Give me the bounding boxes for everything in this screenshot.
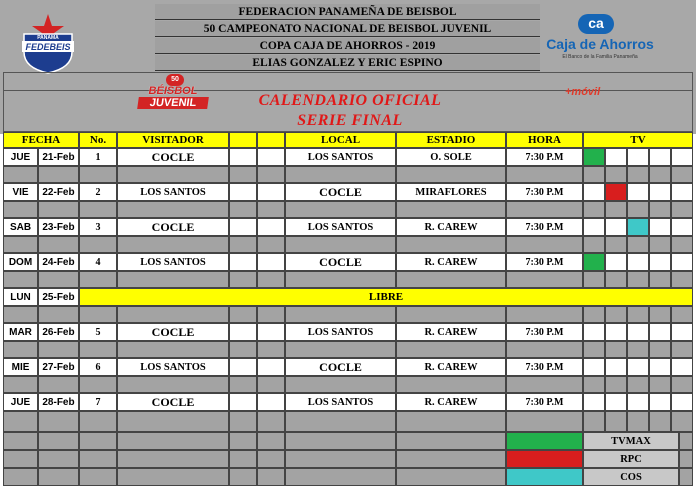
spacer-cell: [38, 411, 79, 432]
game-local: COCLE: [285, 253, 396, 271]
game-local: COCLE: [285, 358, 396, 376]
spacer-cell: [605, 271, 627, 288]
spacer-cell: [627, 411, 649, 432]
tv-cell: [583, 358, 605, 376]
blank-cell: [257, 393, 285, 411]
spacer-cell: [649, 236, 671, 253]
tv-channel-marker: [583, 148, 605, 166]
spacer-cell: [627, 376, 649, 393]
blank-cell: [229, 148, 257, 166]
spacer-cell: [627, 201, 649, 218]
spacer-cell: [257, 341, 285, 358]
legend-spacer-cell: [38, 432, 79, 450]
blank-cell: [257, 218, 285, 236]
legend-spacer-cell: [117, 468, 229, 486]
game-number: 3: [79, 218, 117, 236]
legend-color-swatch: [506, 450, 583, 468]
spacer-cell: [506, 201, 583, 218]
spacer-cell: [583, 306, 605, 323]
spacer-cell: [285, 271, 396, 288]
spacer-cell: [627, 236, 649, 253]
spacer-cell: [583, 201, 605, 218]
spacer-cell: [671, 236, 693, 253]
spacer-cell: [117, 306, 229, 323]
spacer-cell: [38, 341, 79, 358]
game-day: JUE: [3, 148, 38, 166]
spacer-cell: [649, 166, 671, 183]
blank-cell: [257, 358, 285, 376]
game-number: 1: [79, 148, 117, 166]
spacer-cell: [583, 376, 605, 393]
legend-spacer-cell: [79, 432, 117, 450]
legend-spacer-cell: [229, 450, 257, 468]
legend-spacer-cell: [229, 468, 257, 486]
spacer-cell: [605, 411, 627, 432]
spacer-cell: [38, 306, 79, 323]
spacer-cell: [117, 236, 229, 253]
tv-cell: [649, 393, 671, 411]
spacer-cell: [257, 271, 285, 288]
spacer-cell: [671, 341, 693, 358]
spacer-cell: [649, 341, 671, 358]
game-date: 25-Feb: [38, 288, 79, 306]
spacer-cell: [396, 376, 506, 393]
legend-spacer-cell: [285, 450, 396, 468]
legend-spacer-cell: [679, 468, 693, 486]
spacer-cell: [583, 271, 605, 288]
tv-cell: [671, 358, 693, 376]
spacer-cell: [229, 166, 257, 183]
spacer-cell: [3, 411, 38, 432]
blank-cell: [229, 183, 257, 201]
spacer-cell: [396, 306, 506, 323]
game-time: 7:30 P.M: [506, 323, 583, 341]
legend-spacer-cell: [79, 468, 117, 486]
blank-cell: [257, 148, 285, 166]
legend-spacer-cell: [229, 432, 257, 450]
tv-cell: [627, 183, 649, 201]
spacer-cell: [583, 236, 605, 253]
tv-cell: [605, 218, 627, 236]
game-stadium: O. SOLE: [396, 148, 506, 166]
game-number: 5: [79, 323, 117, 341]
legend-label: COS: [583, 468, 679, 486]
spacer-cell: [285, 236, 396, 253]
tv-cell: [605, 358, 627, 376]
game-day: MIE: [3, 358, 38, 376]
calendar-title: CALENDARIO OFICIAL: [258, 92, 442, 109]
legend-spacer-cell: [117, 450, 229, 468]
spacer-cell: [605, 306, 627, 323]
spacer-cell: [257, 411, 285, 432]
legend-spacer-cell: [79, 450, 117, 468]
spacer-cell: [38, 271, 79, 288]
spacer-cell: [671, 306, 693, 323]
blank-cell: [229, 323, 257, 341]
spacer-cell: [117, 341, 229, 358]
game-day: MAR: [3, 323, 38, 341]
spacer-cell: [3, 341, 38, 358]
spacer-cell: [671, 166, 693, 183]
spacer-cell: [229, 271, 257, 288]
blank-cell: [257, 323, 285, 341]
spacer-cell: [79, 411, 117, 432]
legend-spacer-cell: [257, 450, 285, 468]
spacer-cell: [506, 341, 583, 358]
spacer-cell: [605, 376, 627, 393]
spacer-cell: [257, 306, 285, 323]
game-stadium: R. CAREW: [396, 218, 506, 236]
game-day: LUN: [3, 288, 38, 306]
game-local: COCLE: [285, 183, 396, 201]
beisbol-juvenil-logo: [138, 72, 208, 118]
game-local: LOS SANTOS: [285, 148, 396, 166]
spacer-cell: [229, 306, 257, 323]
juvenil-logo-badge: 50: [166, 74, 184, 86]
game-time: 7:30 P.M: [506, 218, 583, 236]
game-number: 6: [79, 358, 117, 376]
legend-spacer-cell: [396, 432, 506, 450]
legend-spacer-cell: [679, 432, 693, 450]
game-time: 7:30 P.M: [506, 183, 583, 201]
spacer-cell: [79, 166, 117, 183]
legend-spacer-cell: [3, 468, 38, 486]
sponsor-tagline: El Banco de la Familia Panameña: [562, 54, 638, 60]
game-date: 22-Feb: [38, 183, 79, 201]
legend-label: RPC: [583, 450, 679, 468]
spacer-cell: [506, 271, 583, 288]
spacer-cell: [3, 376, 38, 393]
game-visitor: COCLE: [117, 323, 229, 341]
spacer-cell: [38, 236, 79, 253]
fedebeis-logo: [18, 12, 78, 74]
spacer-cell: [671, 201, 693, 218]
sponsor-logo: [530, 14, 670, 66]
schedule-table: [3, 132, 693, 432]
legend-spacer-cell: [257, 468, 285, 486]
spacer-cell: [229, 236, 257, 253]
game-stadium: R. CAREW: [396, 393, 506, 411]
rest-day-banner: LIBRE: [79, 288, 693, 306]
legend-spacer-cell: [38, 450, 79, 468]
spacer-cell: [605, 166, 627, 183]
game-date: 27-Feb: [38, 358, 79, 376]
spacer-cell: [285, 376, 396, 393]
col-header-no: No.: [79, 132, 117, 148]
spacer-cell: [627, 166, 649, 183]
spacer-cell: [583, 341, 605, 358]
tv-cell: [627, 358, 649, 376]
tv-cell: [649, 253, 671, 271]
col-header-local: LOCAL: [285, 132, 396, 148]
spacer-cell: [627, 306, 649, 323]
game-time: 7:30 P.M: [506, 148, 583, 166]
spacer-cell: [38, 376, 79, 393]
blank-cell: [229, 393, 257, 411]
legend-spacer-cell: [257, 432, 285, 450]
spacer-cell: [506, 411, 583, 432]
blank-cell: [229, 358, 257, 376]
tv-cell: [671, 393, 693, 411]
spacer-cell: [79, 271, 117, 288]
tv-cell: [627, 393, 649, 411]
legend-spacer-cell: [679, 450, 693, 468]
game-visitor: COCLE: [117, 148, 229, 166]
juvenil-logo-bottom: JUVENIL: [137, 97, 209, 109]
game-visitor: COCLE: [117, 393, 229, 411]
spacer-cell: [506, 236, 583, 253]
spacer-cell: [79, 306, 117, 323]
tv-channel-marker: [627, 218, 649, 236]
tv-cell: [671, 218, 693, 236]
spacer-cell: [117, 201, 229, 218]
header-line-2: 50 CAMPEONATO NACIONAL DE BEISBOL JUVENIL: [155, 21, 540, 37]
tv-cell: [671, 148, 693, 166]
col-header-estadio: ESTADIO: [396, 132, 506, 148]
game-day: JUE: [3, 393, 38, 411]
spacer-cell: [649, 271, 671, 288]
col-header-hora: HORA: [506, 132, 583, 148]
tv-cell: [583, 218, 605, 236]
spacer-cell: [396, 411, 506, 432]
blank-cell: [257, 253, 285, 271]
tv-cell: [649, 148, 671, 166]
tv-cell: [649, 218, 671, 236]
tv-cell: [583, 183, 605, 201]
game-time: 7:30 P.M: [506, 253, 583, 271]
spacer-cell: [396, 201, 506, 218]
spacer-cell: [649, 306, 671, 323]
spacer-cell: [605, 341, 627, 358]
juvenil-logo-top: BÉISBOL: [148, 85, 198, 97]
spacer-cell: [229, 201, 257, 218]
spacer-cell: [3, 236, 38, 253]
spacer-cell: [285, 166, 396, 183]
spacer-cell: [671, 271, 693, 288]
game-day: VIE: [3, 183, 38, 201]
legend-spacer-cell: [3, 450, 38, 468]
spacer-cell: [627, 271, 649, 288]
game-visitor: LOS SANTOS: [117, 183, 229, 201]
spacer-cell: [229, 341, 257, 358]
spacer-cell: [285, 306, 396, 323]
spacer-cell: [257, 376, 285, 393]
spacer-cell: [257, 201, 285, 218]
game-date: 28-Feb: [38, 393, 79, 411]
game-day: SAB: [3, 218, 38, 236]
game-number: 7: [79, 393, 117, 411]
spacer-cell: [117, 166, 229, 183]
col-header-blank: [257, 132, 285, 148]
spacer-cell: [396, 166, 506, 183]
legend-spacer-cell: [117, 432, 229, 450]
header-line-4: ELIAS GONZALEZ Y ERIC ESPINO: [155, 55, 540, 71]
spacer-cell: [117, 271, 229, 288]
sponsor-name: Caja de Ahorros: [546, 36, 654, 52]
tv-cell: [649, 323, 671, 341]
tv-legend: [3, 432, 693, 486]
tv-cell: [671, 253, 693, 271]
sponsor-logo-mark: ca: [578, 14, 614, 34]
spacer-cell: [117, 376, 229, 393]
spacer-cell: [506, 306, 583, 323]
game-visitor: LOS SANTOS: [117, 253, 229, 271]
tv-cell: [583, 393, 605, 411]
legend-spacer-cell: [38, 468, 79, 486]
legend-spacer-cell: [396, 450, 506, 468]
spacer-cell: [605, 236, 627, 253]
game-local: LOS SANTOS: [285, 323, 396, 341]
game-number: 2: [79, 183, 117, 201]
game-date: 24-Feb: [38, 253, 79, 271]
game-stadium: MIRAFLORES: [396, 183, 506, 201]
spacer-cell: [649, 411, 671, 432]
tv-cell: [605, 323, 627, 341]
fedebeis-logo-text: FEDEBEIS: [25, 42, 71, 52]
series-title: SERIE FINAL: [297, 112, 403, 129]
col-header-blank: [229, 132, 257, 148]
spacer-cell: [38, 166, 79, 183]
spacer-cell: [605, 201, 627, 218]
spacer-cell: [79, 236, 117, 253]
blank-cell: [229, 218, 257, 236]
blank-cell: [229, 253, 257, 271]
spacer-cell: [285, 341, 396, 358]
tv-channel-marker: [583, 253, 605, 271]
legend-spacer-cell: [3, 432, 38, 450]
spacer-cell: [257, 236, 285, 253]
game-time: 7:30 P.M: [506, 358, 583, 376]
tv-cell: [627, 148, 649, 166]
spacer-cell: [229, 411, 257, 432]
tv-cell: [649, 183, 671, 201]
blank-cell: [257, 183, 285, 201]
spacer-cell: [3, 306, 38, 323]
legend-label: TVMAX: [583, 432, 679, 450]
header-line-3: COPA CAJA DE AHORROS - 2019: [155, 38, 540, 54]
spacer-cell: [38, 201, 79, 218]
spacer-cell: [3, 271, 38, 288]
tv-cell: [649, 358, 671, 376]
spacer-cell: [583, 166, 605, 183]
spacer-cell: [285, 411, 396, 432]
tv-cell: [671, 323, 693, 341]
tv-channel-marker: [605, 183, 627, 201]
col-header-visitador: VISITADOR: [117, 132, 229, 148]
spacer-cell: [257, 166, 285, 183]
spacer-cell: [506, 166, 583, 183]
tv-cell: [605, 393, 627, 411]
game-local: LOS SANTOS: [285, 218, 396, 236]
spacer-cell: [506, 376, 583, 393]
game-day: DOM: [3, 253, 38, 271]
header-line-1: FEDERACION PANAMEÑA DE BEISBOL: [155, 4, 540, 20]
fedebeis-logo-subtext: PANAMÁ: [37, 35, 59, 41]
legend-color-swatch: [506, 468, 583, 486]
tv-cell: [583, 323, 605, 341]
legend-spacer-cell: [396, 468, 506, 486]
tv-cell: [671, 183, 693, 201]
spacer-cell: [79, 341, 117, 358]
col-header-tv: TV: [583, 132, 693, 148]
spacer-cell: [229, 376, 257, 393]
tv-cell: [605, 148, 627, 166]
spacer-cell: [627, 341, 649, 358]
spacer-cell: [3, 201, 38, 218]
game-time: 7:30 P.M: [506, 393, 583, 411]
spacer-cell: [117, 411, 229, 432]
spacer-cell: [3, 166, 38, 183]
legend-spacer-cell: [285, 468, 396, 486]
col-header-fecha: FECHA: [3, 132, 79, 148]
spacer-cell: [671, 376, 693, 393]
legend-spacer-cell: [285, 432, 396, 450]
game-stadium: R. CAREW: [396, 358, 506, 376]
spacer-cell: [285, 201, 396, 218]
game-number: 4: [79, 253, 117, 271]
spacer-cell: [396, 271, 506, 288]
movil-logo: +móvil: [565, 86, 601, 98]
spacer-cell: [396, 341, 506, 358]
tv-cell: [627, 253, 649, 271]
spacer-cell: [79, 376, 117, 393]
tv-cell: [605, 253, 627, 271]
game-local: LOS SANTOS: [285, 393, 396, 411]
game-visitor: LOS SANTOS: [117, 358, 229, 376]
game-date: 21-Feb: [38, 148, 79, 166]
spacer-cell: [79, 201, 117, 218]
spacer-cell: [671, 411, 693, 432]
spacer-cell: [583, 411, 605, 432]
spacer-cell: [649, 376, 671, 393]
game-visitor: COCLE: [117, 218, 229, 236]
game-date: 26-Feb: [38, 323, 79, 341]
legend-color-swatch: [506, 432, 583, 450]
spacer-cell: [649, 201, 671, 218]
game-stadium: R. CAREW: [396, 253, 506, 271]
spacer-cell: [396, 236, 506, 253]
game-stadium: R. CAREW: [396, 323, 506, 341]
tv-cell: [627, 323, 649, 341]
game-date: 23-Feb: [38, 218, 79, 236]
